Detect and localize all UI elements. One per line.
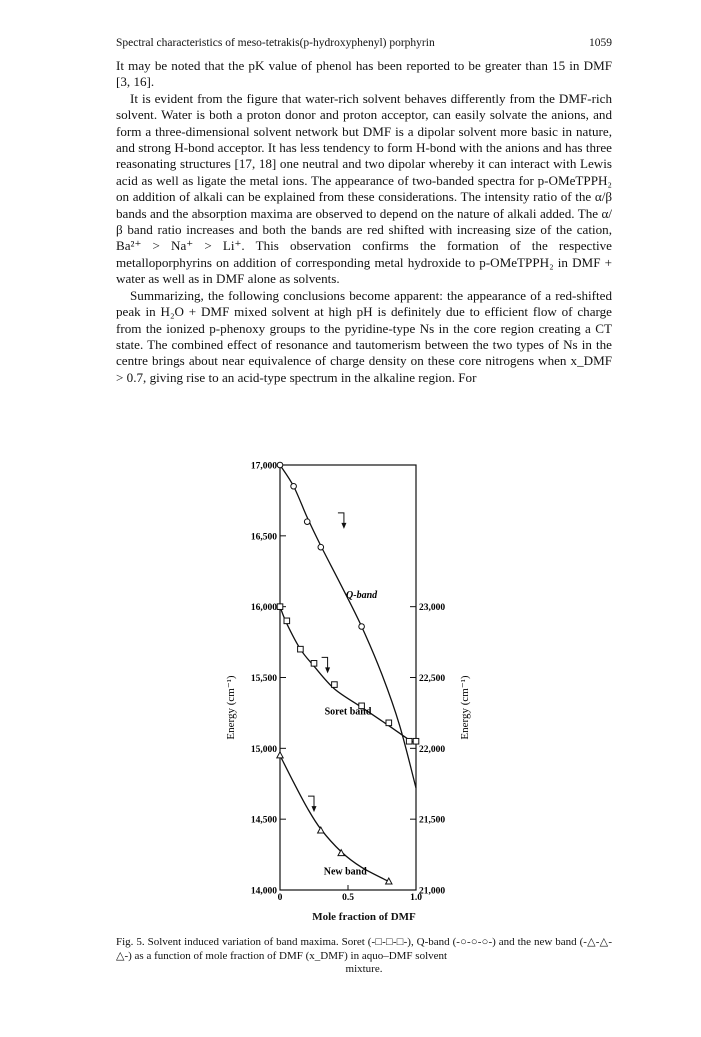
soret-band-point-0 — [277, 604, 283, 610]
left-axis-label: Energy (cm⁻¹) — [225, 675, 237, 740]
annotation-2: New band — [323, 866, 367, 878]
right-tick-label-3: 22,500 — [419, 674, 446, 684]
body-text — [116, 58, 612, 386]
band-maxima-chart — [196, 450, 496, 905]
figure-caption — [116, 936, 612, 977]
series-line-q-band — [280, 465, 416, 788]
new-band-point-2 — [338, 850, 344, 856]
soret-band-point-3 — [311, 661, 317, 667]
q-band-point-1 — [291, 483, 297, 489]
paragraph-1: It may be noted that the pK value of phenol has been reported to be greater than 15 in DMF [3, 16]. — [116, 58, 612, 90]
left-tick-label-0: 14,000 — [250, 886, 277, 897]
annotation-arrowhead-1 — [325, 667, 330, 673]
annotation-arrowhead-0 — [341, 523, 346, 529]
caption-line-2: mixture. — [345, 963, 383, 975]
left-tick-label-6: 17,000 — [250, 461, 277, 472]
paragraph-3: Summarizing, the following conclusions become apparent: the appearance of a red-shifted peak in H₂O + DMF mixed solvent at high pH is definitely due to efficient flow of charge from the ionized p-phenoxy groups to the pyridine-type Ns in the core region creating a CT state. The combined effect of resonance and tautomerism between the two types of Ns in the centre brings about near equivalence of charge density on these core nitrogens when x_DMF > 0.7, giving rise to an acid-type spectrum in the alkaline region. For — [116, 287, 612, 385]
soret-band-point-2 — [298, 646, 304, 652]
caption-line-1: Fig. 5. Solvent induced variation of band maxima. Soret (-□-□-□-), Q-band (-○-○-○-) and the new band (-△-△-△-) as a function of mole fraction of DMF (x_DMF) in aquo–DMF solvent — [116, 936, 612, 962]
right-tick-label-4: 23,000 — [419, 603, 446, 614]
left-tick-label-5: 16,500 — [250, 532, 277, 543]
q-band-point-3 — [318, 544, 324, 550]
soret-band-point-7 — [406, 738, 412, 744]
right-tick-label-0: 21,000 — [419, 886, 446, 897]
plot-frame — [280, 465, 416, 890]
annotation-arrowhead-2 — [312, 806, 317, 812]
annotation-0: Q-band — [346, 590, 378, 602]
soret-band-point-1 — [284, 618, 290, 624]
new-band-point-1 — [318, 827, 324, 833]
page-number: 1059 — [589, 37, 612, 49]
q-band-point-4 — [359, 624, 365, 630]
x-axis-label: Mole fraction of DMF — [312, 911, 416, 923]
left-tick-label-1: 14,500 — [250, 815, 277, 826]
right-tick-label-2: 22,000 — [419, 744, 446, 755]
series-line-new-band — [280, 755, 389, 881]
x-tick-label-1: 0.5 — [342, 893, 354, 903]
q-band-point-2 — [304, 519, 310, 525]
x-tick-label-2: 1.0 — [410, 893, 422, 903]
left-tick-label-3: 15,500 — [250, 674, 277, 684]
running-title: Spectral characteristics of meso-tetrakis(p-hydroxyphenyl) porphyrin — [116, 37, 435, 49]
soret-band-point-8 — [413, 738, 419, 744]
soret-band-point-4 — [332, 682, 338, 688]
soret-band-point-6 — [386, 720, 392, 726]
paragraph-2: It is evident from the figure that water-rich solvent behaves differently from the DMF-rich solvent. Water is both a proton donor and proton acceptor, can easily solvate the anions, and form a three-dimensional solvent network but DMF is a dipolar solvent more basic in nature, and strong H-bond acceptor. It has less tendency to form H-bond with the anions and has three reasonating structures [17, 18] one neutral and two dipolar whereby it can interact with Lewis acid as well as ligate the metal ions. The appearance of two-banded spectra for p-OMeTPPH₂ on addition of alkali can be explained from these considerations. The intensity ratio of the α/β bands and the absorption maxima are observed to depend on the nature of alkali added. The α/β band ratio increases and both the bands are red shifted with increasing size of the cation, Ba²⁺ > Na⁺ > Li⁺. This observation confirms the formation of the respective metalloporphyrins on addition of corresponding metal hydroxide to p-OMeTPPH₂ in DMF + water as well as in DMF alone as solvents. — [116, 90, 612, 287]
left-tick-label-2: 15,000 — [250, 744, 277, 755]
right-axis-label: Energy (cm⁻¹) — [459, 675, 471, 740]
new-band-point-0 — [277, 752, 283, 758]
x-tick-label-0: 0 — [277, 893, 283, 903]
right-tick-label-1: 21,500 — [419, 815, 446, 826]
left-tick-label-4: 16,000 — [250, 603, 277, 614]
annotation-1: Soret band — [324, 706, 372, 718]
series-line-soret-band — [280, 607, 416, 743]
q-band-point-0 — [277, 462, 283, 468]
